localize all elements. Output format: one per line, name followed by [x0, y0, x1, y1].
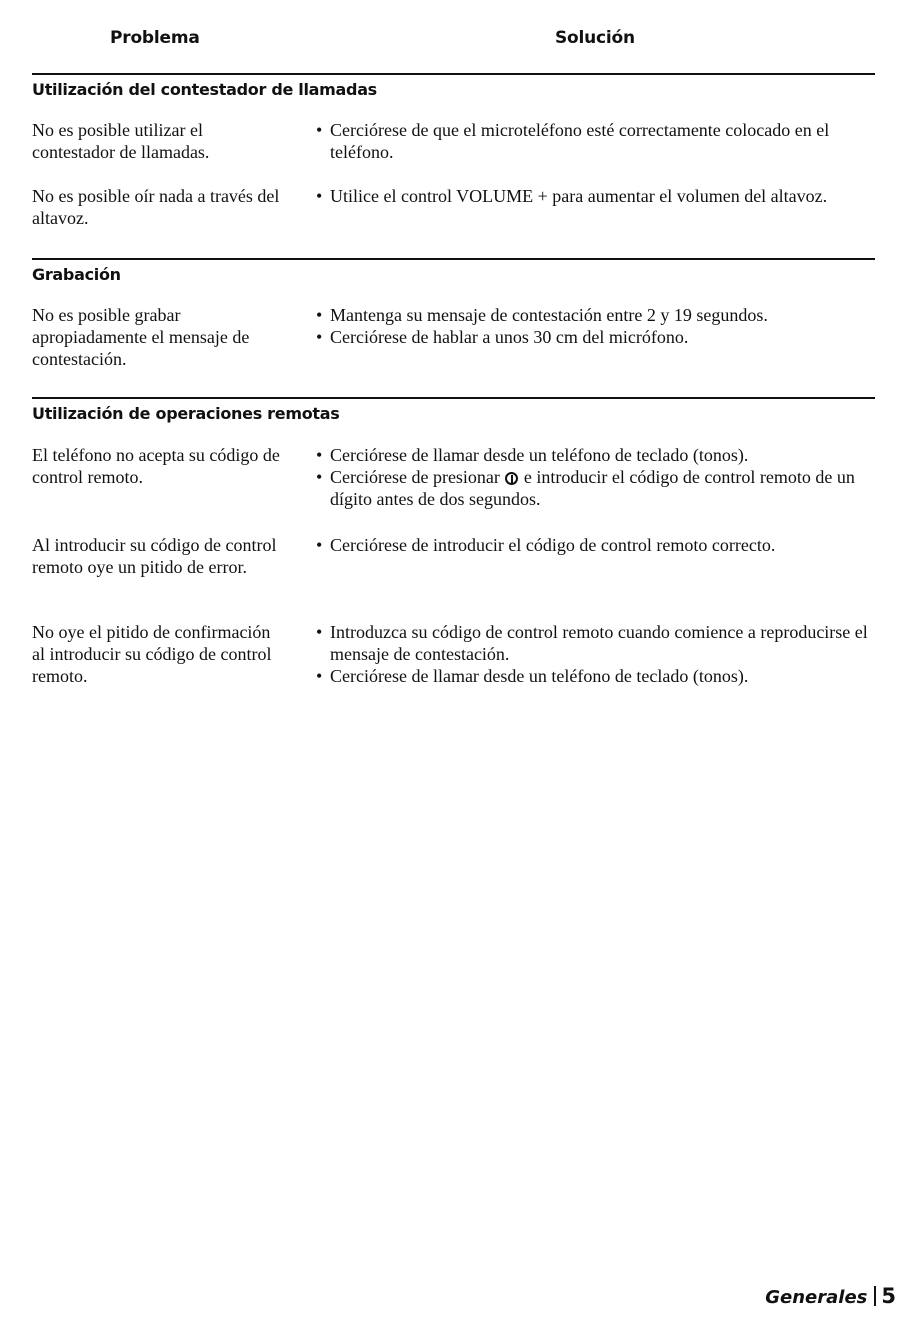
problem-text: Al introducir su código de control remoto oye un pitido de error. — [32, 535, 277, 577]
solution-list — [316, 621, 886, 687]
solution-list — [316, 119, 886, 163]
list-item — [316, 444, 886, 466]
list-item — [316, 534, 886, 556]
section-recording — [32, 258, 875, 284]
solution-list — [316, 534, 886, 556]
section-divider — [32, 397, 875, 399]
list-item — [316, 621, 886, 665]
solution-text: Mantenga su mensaje de contestación entre 2 y 19 segundos. — [330, 305, 768, 325]
problem-text: No es posible grabar apropiadamente el mensaje de contestación. — [32, 305, 250, 369]
solution-column-header: Solución — [555, 28, 635, 48]
list-item — [316, 466, 886, 510]
problem-text: No es posible utilizar el contestador de llamadas. — [32, 120, 210, 162]
solution-text: Cerciórese de introducir el código de control remoto correcto. — [330, 535, 776, 555]
bullet-icon: • — [316, 445, 323, 465]
solution-text-cont: e introducir el código de control remoto de un dígito antes de dos segundos. — [330, 467, 855, 509]
list-item — [316, 304, 886, 326]
solution-text: Cerciórese de presionar — [330, 467, 500, 487]
bullet-icon: • — [316, 622, 323, 642]
section-title: Utilización del contestador de llamadas — [32, 80, 377, 99]
page-footer — [765, 1284, 896, 1308]
solution-text: Utilice el control VOLUME + para aumentar el volumen del altavoz. — [330, 186, 828, 206]
solution-text: Cerciórese de hablar a unos 30 cm del micrófono. — [330, 327, 689, 347]
solution-list — [316, 444, 886, 510]
section-title: Utilización de operaciones remotas — [32, 404, 340, 423]
bullet-icon: • — [316, 305, 323, 325]
solution-list — [316, 185, 886, 207]
section-remote-operations — [32, 397, 875, 423]
remote-key-icon — [505, 472, 518, 485]
bullet-icon: • — [316, 186, 323, 206]
bullet-icon: • — [316, 535, 323, 555]
solution-text: Cerciórese de llamar desde un teléfono de teclado (tonos). — [330, 666, 749, 686]
solution-list — [316, 304, 886, 348]
list-item — [316, 185, 886, 207]
page-number: 5 — [881, 1284, 896, 1308]
solution-text: Cerciórese de llamar desde un teléfono de teclado (tonos). — [330, 445, 749, 465]
bullet-icon: • — [316, 467, 323, 487]
section-divider — [32, 73, 875, 75]
problem-column-header: Problema — [110, 28, 200, 48]
problem-text: No es posible oír nada a través del altavoz. — [32, 186, 280, 228]
list-item — [316, 665, 886, 687]
solution-text: Introduzca su código de control remoto cuando comience a reproducirse el mensaje de contestación. — [330, 622, 868, 664]
section-divider — [32, 258, 875, 260]
section-title: Grabación — [32, 265, 121, 284]
bullet-icon: • — [316, 327, 323, 347]
footer-divider — [874, 1286, 876, 1306]
problem-text: No oye el pitido de confirmación al introducir su código de control remoto. — [32, 622, 272, 686]
section-answering-machine — [32, 73, 875, 99]
solution-text: Cerciórese de que el microteléfono esté correctamente colocado en el teléfono. — [330, 120, 830, 162]
list-item — [316, 326, 886, 348]
bullet-icon: • — [316, 120, 323, 140]
list-item — [316, 119, 886, 163]
problem-text: El teléfono no acepta su código de control remoto. — [32, 445, 280, 487]
footer-section-name: Generales — [765, 1287, 868, 1308]
bullet-icon: • — [316, 666, 323, 686]
